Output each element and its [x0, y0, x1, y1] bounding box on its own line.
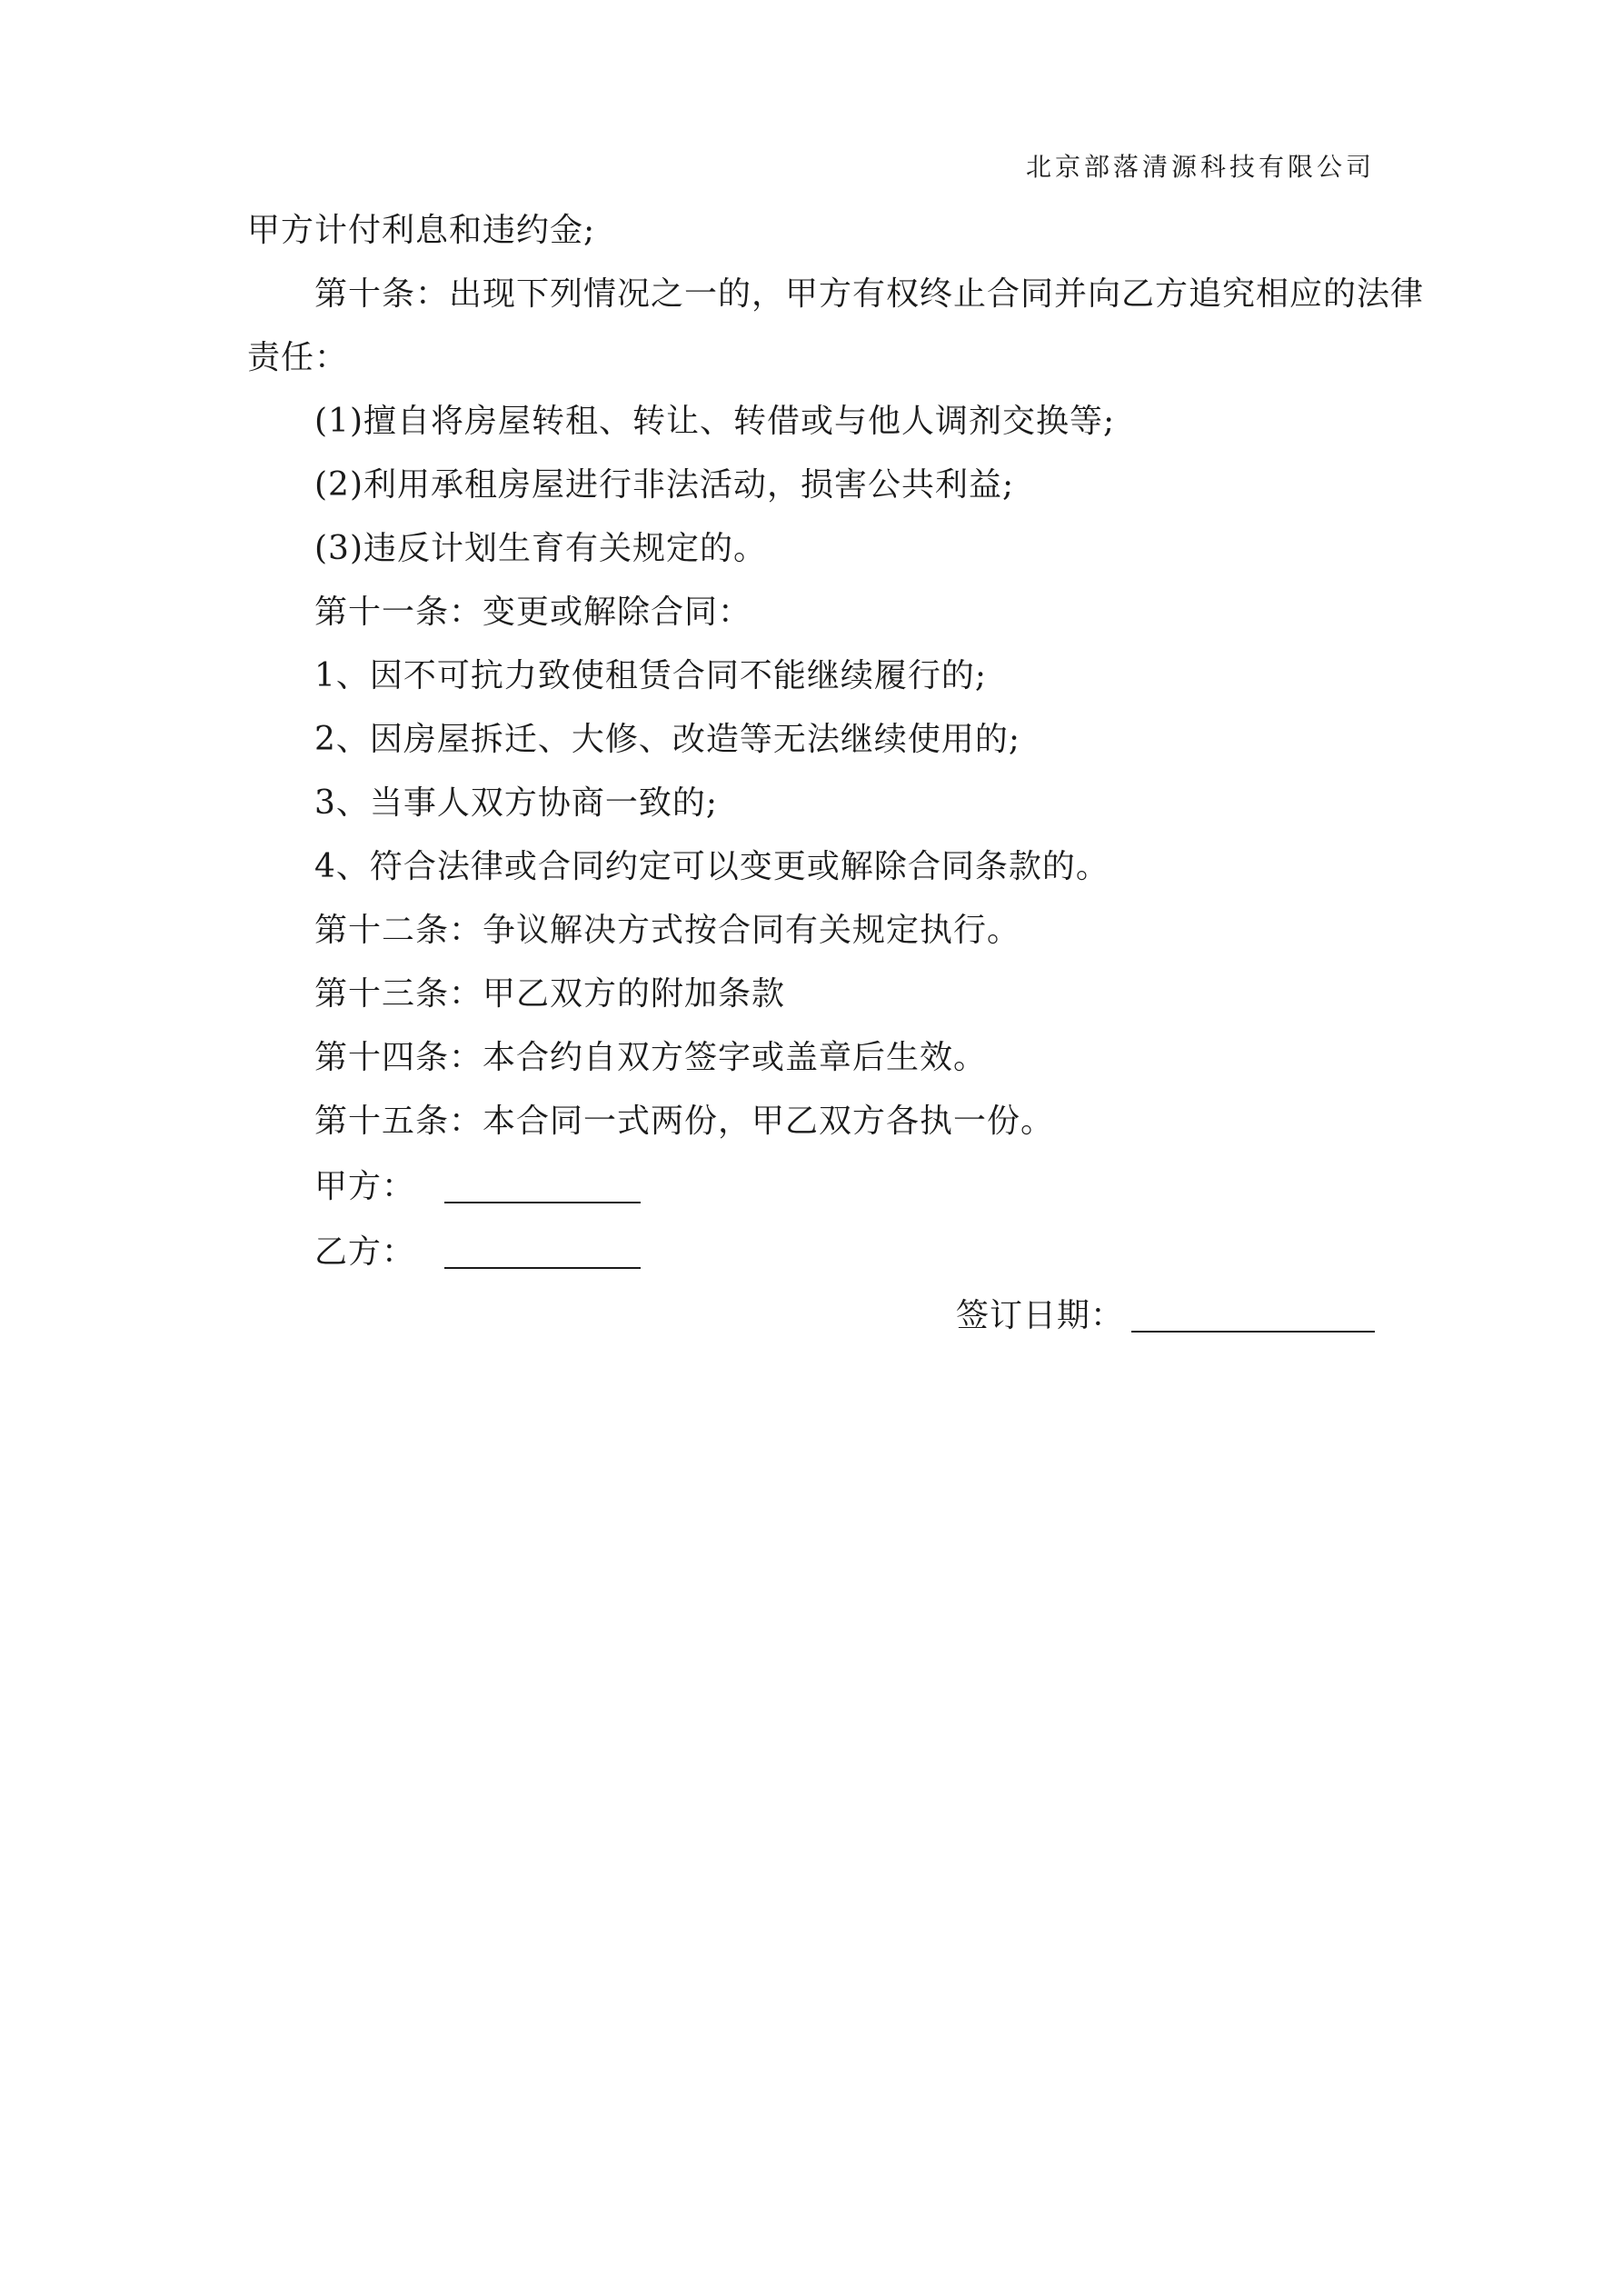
article-10-item-2: (2)利用承租房屋进行非法活动，损害公共利益;: [314, 466, 1015, 504]
party-b-signature-line: [444, 1236, 641, 1269]
article-11-item-1: 1、因不可抗力致使租赁合同不能继续履行的;: [314, 657, 988, 694]
article-15: 第十五条：本合同一式两份，甲乙双方各执一份。: [314, 1103, 1055, 1140]
party-b-signature-row: [314, 1233, 641, 1271]
company-header: 北京部落清源科技有限公司: [1025, 152, 1375, 182]
article-11-title: 第十一条：变更或解除合同：: [314, 594, 752, 631]
article-10-line-1: 第十条：出现下列情况之一的，甲方有权终止合同并向乙方追究相应的法律: [314, 275, 1425, 313]
party-a-signature-line: [444, 1171, 641, 1203]
article-13: 第十三条：甲乙双方的附加条款: [314, 975, 786, 1013]
continuation-line: 甲方计付利息和违约金;: [247, 212, 596, 249]
article-11-item-3: 3、当事人双方协商一致的;: [314, 784, 719, 822]
sign-date-label: 签订日期：: [955, 1297, 1124, 1334]
article-11-item-2: 2、因房屋拆迁、大修、改造等无法继续使用的;: [314, 721, 1021, 758]
article-14: 第十四条：本合约自双方签字或盖章后生效。: [314, 1039, 988, 1076]
article-10-item-1: (1)擅自将房屋转租、转让、转借或与他人调剂交换等;: [314, 403, 1116, 440]
party-a-label: 甲方：: [314, 1168, 416, 1205]
party-a-signature-row: [314, 1168, 641, 1205]
article-11-item-4: 4、符合法律或合同约定可以变更或解除合同条款的。: [314, 848, 1110, 885]
party-b-label: 乙方：: [314, 1233, 416, 1271]
sign-date-line: [1131, 1300, 1375, 1333]
article-10-line-2: 责任：: [247, 339, 349, 376]
sign-date-row: [955, 1297, 1375, 1334]
article-12: 第十二条：争议解决方式按合同有关规定执行。: [314, 912, 1021, 949]
article-10-item-3: (3)违反计划生育有关规定的。: [314, 530, 767, 567]
